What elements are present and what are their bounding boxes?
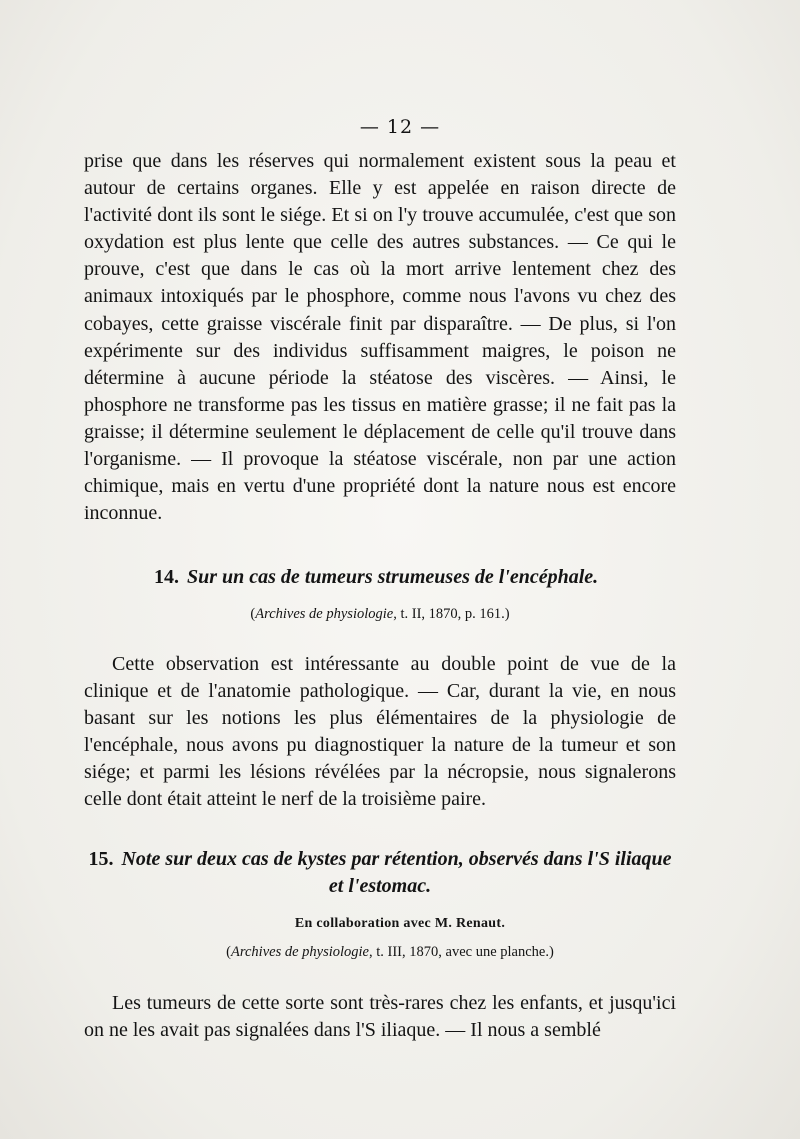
section-number: 14. [154,566,179,588]
section-title: Sur un cas de tumeurs strumeuses de l'encéphale. [187,566,599,588]
citation-journal: Archives de physiologie [255,606,394,622]
body-paragraph: Cette observation est intéressante au double point de vue de la clinique et de l'anatomie pathologique. — Car, durant la vie, en nous basant sur les notions les plus élémentaires de la physiologie de l'encéphale, nous avons pu diagnostiquer la nature de la tumeur et son siége; et parmi les lésions révélées par la nécropsie, nous signalerons celle dont était atteint le nerf de la troisième paire. [84,653,676,811]
page-number: — 12 — [359,116,441,138]
citation-details: , t. II, 1870, p. 161.) [393,606,510,622]
section-number: 15. [88,848,114,870]
source-citation [0,944,790,961]
collaboration-note: En collaboration avec M. Renaut. [294,916,506,931]
citation-open: ( [226,944,232,960]
body-paragraph: prise que dans les réserves qui normalement existent sous la peau et autour de certains organes. Elle y est appelée en raison directe de l'activité dont ils sont le siége. Et si on l'y trouve accumulée, c'est que son oxydation est plus lente que celle des autres substances. — Ce qui le prouve, c'est que dans le cas où la mort arrive lentement chez des animaux intoxiqués par le phosphore, comme nous l'avons vu chez des cobayes, cette graisse viscérale finit par disparaître. — De plus, si l'on expérimente sur des individus suffisamment maigres, le poison ne détermine à aucune période la stéatose des viscères. — Ainsi, le phosphore ne transforme pas les tissus en matière grasse; il ne fait pas la graisse; il détermine seulement le déplacement de celle qu'il trouve dans l'organisme. — Il provoque la stéatose viscérale, non par une action chimique, mais en vertu d'une propriété dont la nature nous est encore inconnue. [84,150,676,525]
citation-open: ( [250,606,256,622]
section-heading-15 [84,846,676,900]
citation-journal: Archives de physiologie [231,944,369,960]
section-heading-14 [84,564,676,591]
citation-details: , t. III, 1870, avec une planche.) [369,944,554,960]
section-title: Note sur deux cas de kystes par rétention, observés dans l'S iliaque et l'estomac. [121,848,672,897]
source-citation [0,606,780,623]
body-paragraph: Les tumeurs de cette sorte sont très-rares chez les enfants, et jusqu'ici on ne les avait pas signalées dans l'S iliaque. — Il nous a semblé [84,992,676,1042]
